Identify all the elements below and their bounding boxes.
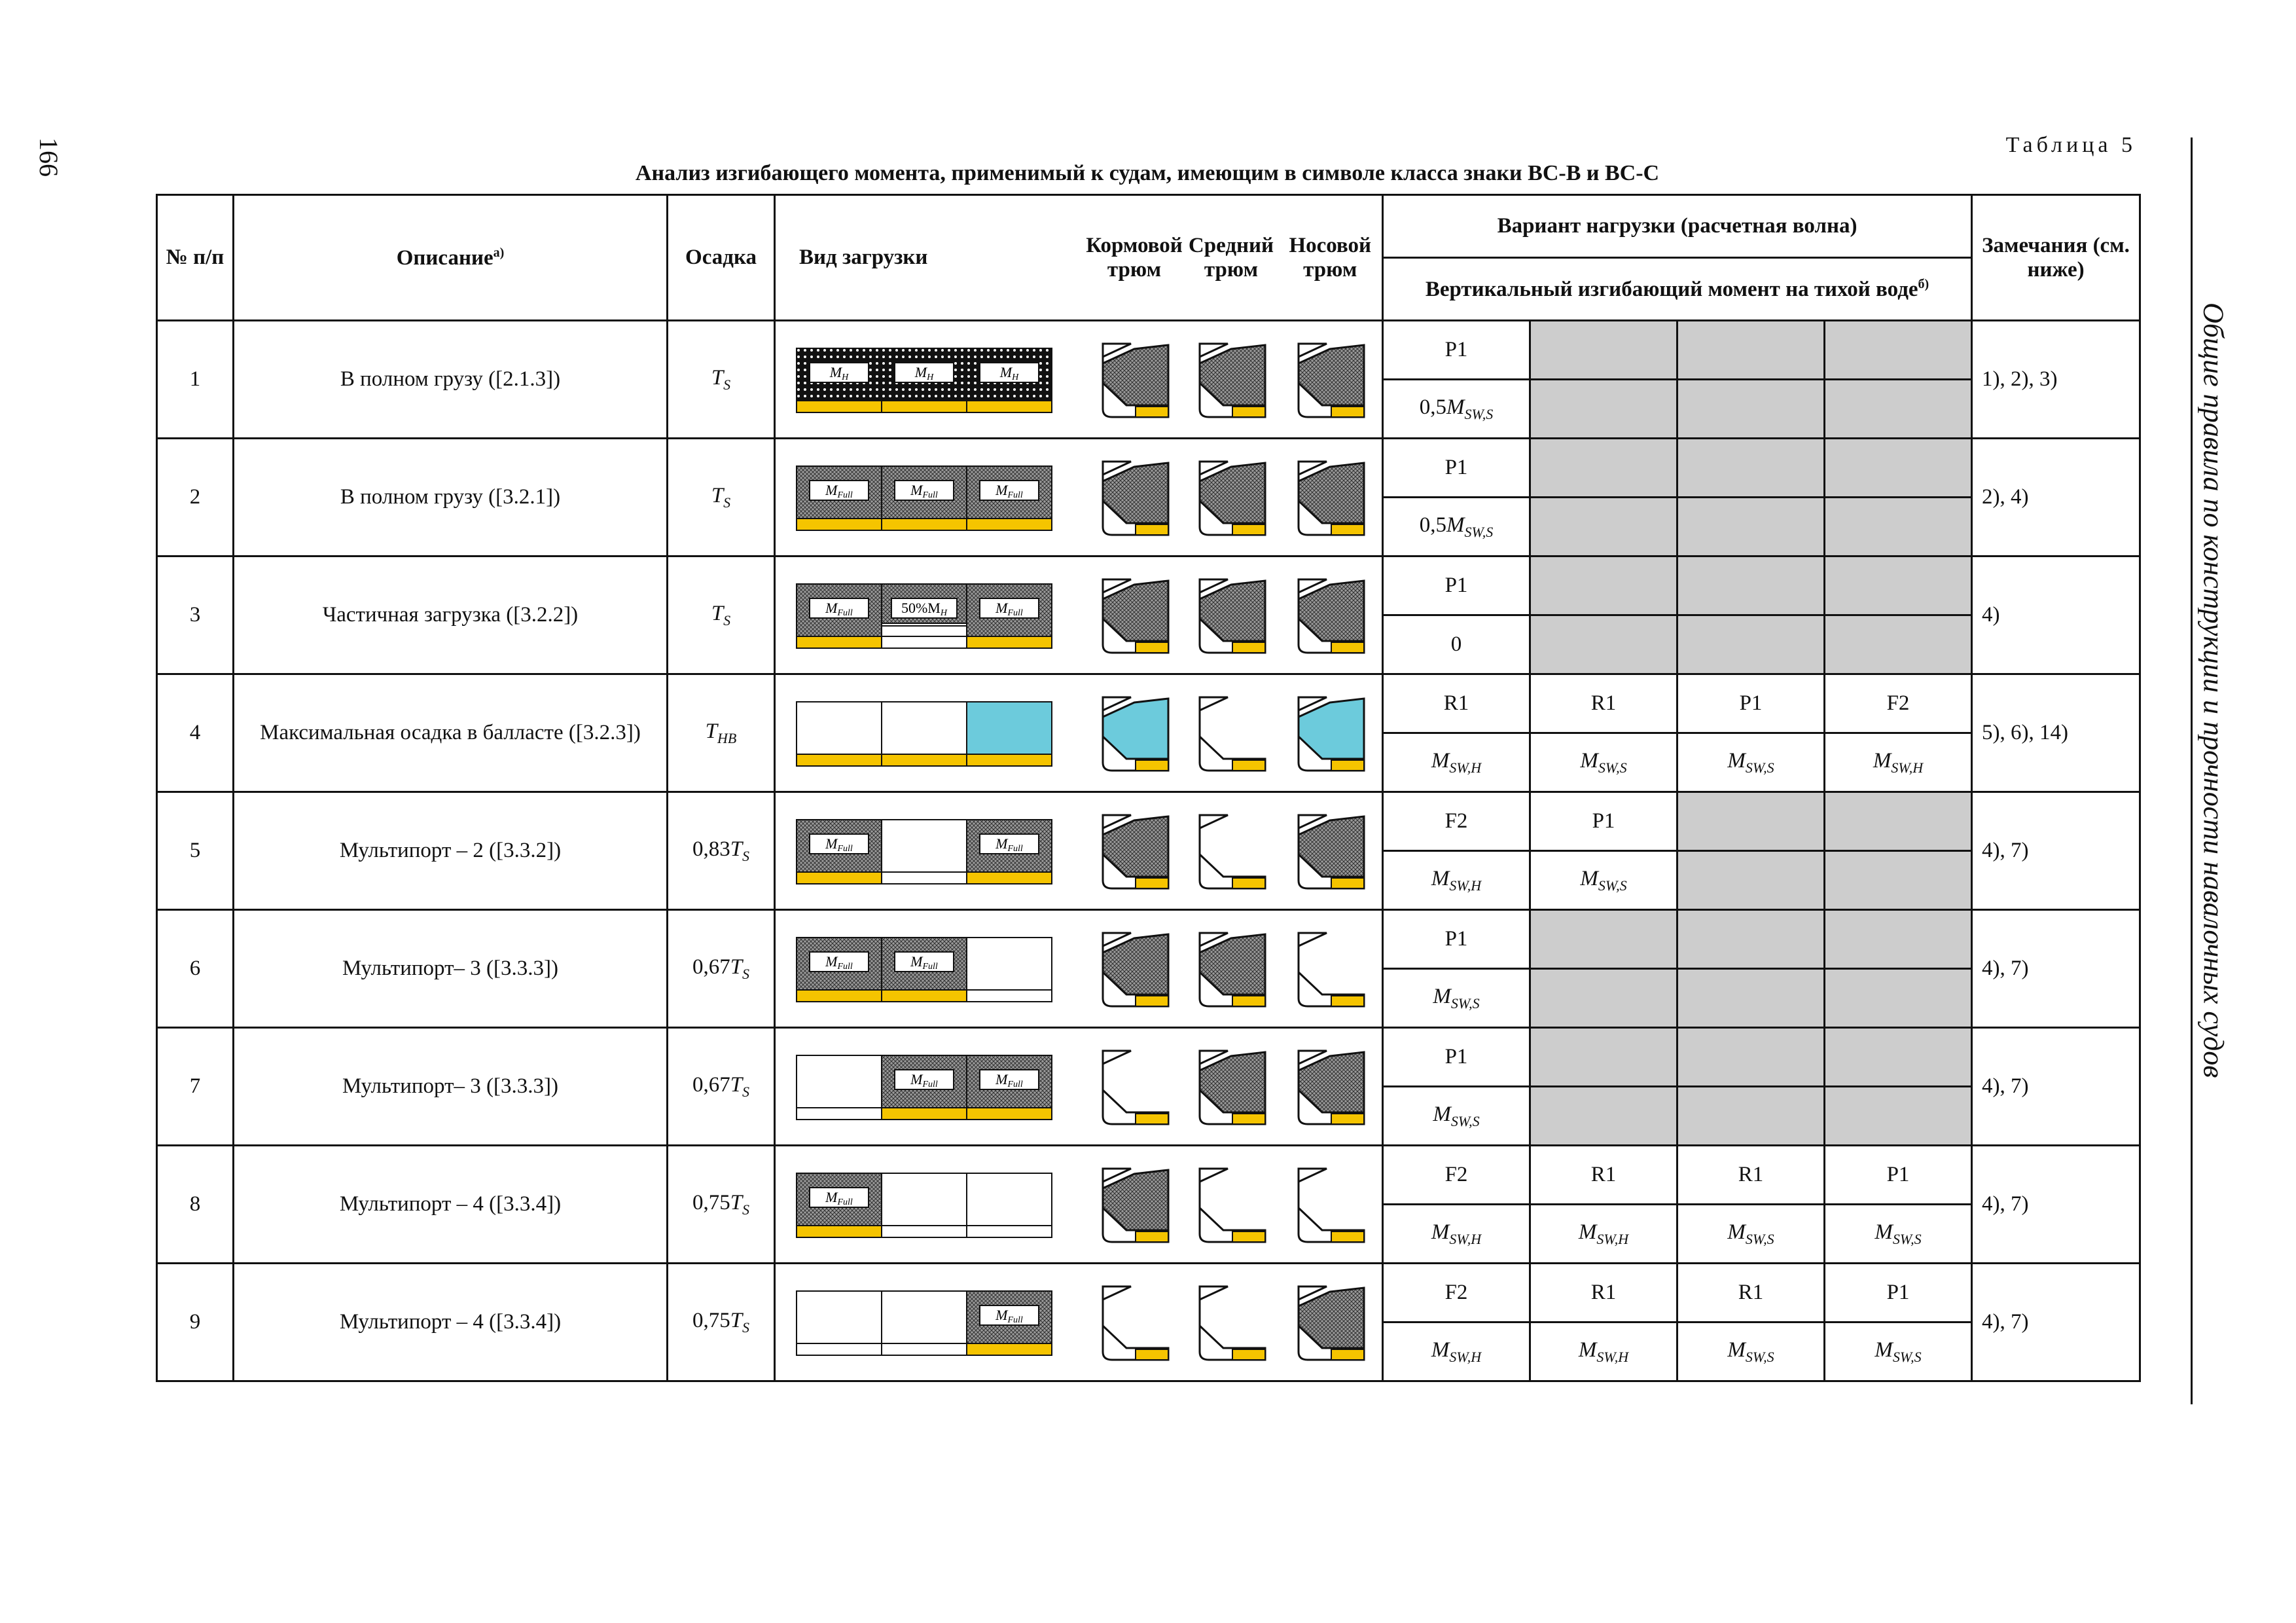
hold-section-diagram: [1291, 809, 1369, 894]
svg-text:MFull: MFull: [825, 481, 853, 500]
loading-view: [775, 439, 1085, 556]
row-description: Мультипорт – 2 ([3.3.2]): [234, 792, 668, 910]
moment-cell: $M_{SW,H}$: [1383, 1322, 1530, 1381]
mid-hold-view: [1184, 1264, 1279, 1381]
empty-variant-cell: [1530, 556, 1677, 615]
row-remarks: 5), 6), 14): [1972, 674, 2140, 792]
row-draft: $0,75T_S$: [668, 1264, 775, 1381]
empty-moment-cell: [1530, 380, 1677, 439]
hold-section-diagram: [1095, 926, 1174, 1012]
empty-variant-cell: [1677, 910, 1825, 969]
table-row: [157, 321, 2140, 380]
moment-cell: $0,5M_{SW,S}$: [1383, 498, 1530, 556]
aft-hold-view: [1085, 910, 1184, 1028]
hold-section-diagram: [1192, 809, 1270, 894]
row-number: 9: [157, 1264, 234, 1381]
svg-text:MFull: MFull: [825, 953, 853, 972]
row-number: 5: [157, 792, 234, 910]
variant-cell: P1: [1825, 1146, 1972, 1205]
side-rule: [2191, 137, 2193, 1404]
header-fwd-hold: Носовой трюм: [1279, 195, 1383, 321]
loading-view: [775, 1028, 1085, 1146]
mid-hold-view: [1184, 1146, 1279, 1264]
empty-variant-cell: [1825, 439, 1972, 498]
row-remarks: 4), 7): [1972, 910, 2140, 1028]
row-remarks: 4), 7): [1972, 1264, 2140, 1381]
header-variant: Вариант нагрузки (расчетная волна): [1383, 195, 1972, 258]
row-description: Частичная загрузка ([3.2.2]): [234, 556, 668, 674]
row-number: 6: [157, 910, 234, 1028]
svg-text:MFull: MFull: [996, 481, 1023, 500]
row-description: Мультипорт– 3 ([3.3.3]): [234, 910, 668, 1028]
svg-text:MFull: MFull: [996, 1306, 1023, 1325]
empty-variant-cell: [1530, 910, 1677, 969]
hold-section-diagram: [1192, 337, 1270, 422]
loading-view-diagram: [795, 458, 1057, 537]
side-title: Общие правила по конструкции и прочности навалочных судов: [2197, 302, 2230, 1078]
row-draft: $T_S$: [668, 321, 775, 439]
hold-section-diagram: [1192, 573, 1270, 658]
loading-view: [775, 556, 1085, 674]
hold-section-diagram: [1095, 1162, 1174, 1247]
empty-variant-cell: [1825, 1028, 1972, 1087]
loading-view: [775, 674, 1085, 792]
moment-cell: 0: [1383, 615, 1530, 674]
row-description: Мультипорт – 4 ([3.3.4]): [234, 1264, 668, 1381]
loading-view-diagram: [795, 1165, 1057, 1244]
variant-cell: R1: [1530, 674, 1677, 733]
svg-text:MFull: MFull: [825, 835, 853, 854]
empty-variant-cell: [1677, 439, 1825, 498]
loading-view-diagram: [795, 1283, 1057, 1362]
moment-cell: $0,5M_{SW,S}$: [1383, 380, 1530, 439]
hold-section-diagram: [1291, 926, 1369, 1012]
variant-cell: R1: [1677, 1146, 1825, 1205]
hold-section-diagram: [1095, 809, 1174, 894]
loading-view: [775, 910, 1085, 1028]
variant-cell: R1: [1677, 1264, 1825, 1322]
header-moment: Вертикальный изгибающий момент на тихой воде$^{б)}$: [1383, 258, 1972, 321]
empty-moment-cell: [1677, 498, 1825, 556]
empty-variant-cell: [1825, 910, 1972, 969]
moment-cell: $M_{SW,H}$: [1530, 1322, 1677, 1381]
mid-hold-view: [1184, 910, 1279, 1028]
row-draft: $0,67T_S$: [668, 1028, 775, 1146]
moment-cell: $M_{SW,S}$: [1677, 733, 1825, 792]
moment-cell: $M_{SW,S}$: [1825, 1205, 1972, 1264]
empty-moment-cell: [1677, 969, 1825, 1028]
table-caption: Анализ изгибающего момента, применимый к судам, имеющим в символе класса знаки BC-B и BC-C: [635, 161, 1660, 185]
hold-section-diagram: [1192, 1280, 1270, 1365]
empty-variant-cell: [1825, 321, 1972, 380]
row-remarks: 4), 7): [1972, 792, 2140, 910]
moment-cell: $M_{SW,H}$: [1383, 1205, 1530, 1264]
row-draft: $T_S$: [668, 439, 775, 556]
hold-section-diagram: [1095, 1044, 1174, 1129]
fwd-hold-view: [1279, 792, 1383, 910]
hold-section-diagram: [1291, 1162, 1369, 1247]
row-number: 3: [157, 556, 234, 674]
loading-view-diagram: [795, 694, 1057, 773]
moment-cell: $M_{SW,S}$: [1825, 1322, 1972, 1381]
hold-section-diagram: [1095, 1280, 1174, 1365]
fwd-hold-view: [1279, 439, 1383, 556]
header-mid-hold: Средний трюм: [1184, 195, 1279, 321]
fwd-hold-view: [1279, 1028, 1383, 1146]
table-row: [157, 439, 2140, 498]
variant-cell: R1: [1383, 674, 1530, 733]
empty-variant-cell: [1825, 792, 1972, 851]
empty-moment-cell: [1825, 851, 1972, 910]
aft-hold-view: [1085, 674, 1184, 792]
empty-moment-cell: [1530, 1087, 1677, 1146]
header-view: Вид загрузки: [775, 195, 1085, 321]
variant-cell: P1: [1383, 321, 1530, 380]
fwd-hold-view: [1279, 321, 1383, 439]
table-row: [157, 910, 2140, 969]
loading-view-diagram: [795, 340, 1057, 419]
fwd-hold-view: [1279, 556, 1383, 674]
fwd-hold-view: [1279, 910, 1383, 1028]
mid-hold-view: [1184, 439, 1279, 556]
mid-hold-view: [1184, 1028, 1279, 1146]
variant-cell: P1: [1825, 1264, 1972, 1322]
loading-view-diagram: [795, 812, 1057, 890]
hold-section-diagram: [1095, 691, 1174, 776]
row-number: 2: [157, 439, 234, 556]
row-draft: $0,75T_S$: [668, 1146, 775, 1264]
empty-moment-cell: [1825, 615, 1972, 674]
aft-hold-view: [1085, 556, 1184, 674]
mid-hold-view: [1184, 321, 1279, 439]
empty-moment-cell: [1530, 969, 1677, 1028]
variant-cell: F2: [1383, 1264, 1530, 1322]
svg-text:MFull: MFull: [996, 599, 1023, 618]
row-remarks: 4): [1972, 556, 2140, 674]
empty-moment-cell: [1677, 1087, 1825, 1146]
svg-text:MFull: MFull: [996, 1070, 1023, 1089]
page-number: 166: [34, 137, 63, 177]
hold-section-diagram: [1192, 455, 1270, 540]
header-aft-hold: Кормовой трюм: [1085, 195, 1184, 321]
empty-moment-cell: [1825, 498, 1972, 556]
moment-cell: $M_{SW,S}$: [1383, 969, 1530, 1028]
aft-hold-view: [1085, 321, 1184, 439]
variant-cell: P1: [1383, 1028, 1530, 1087]
moment-cell: $M_{SW,S}$: [1677, 1205, 1825, 1264]
table-row: [157, 674, 2140, 733]
hold-section-diagram: [1095, 455, 1174, 540]
mid-hold-view: [1184, 556, 1279, 674]
moment-cell: $M_{SW,H}$: [1383, 733, 1530, 792]
row-number: 4: [157, 674, 234, 792]
svg-text:50%MH: 50%MH: [901, 599, 948, 618]
row-number: 1: [157, 321, 234, 439]
variant-cell: R1: [1530, 1146, 1677, 1205]
hold-section-diagram: [1291, 1044, 1369, 1129]
svg-text:MH: MH: [829, 363, 849, 382]
row-description: В полном грузу ([3.2.1]): [234, 439, 668, 556]
table-row: [157, 556, 2140, 615]
empty-variant-cell: [1530, 321, 1677, 380]
empty-moment-cell: [1530, 615, 1677, 674]
row-description: Мультипорт – 4 ([3.3.4]): [234, 1146, 668, 1264]
table-row: [157, 1146, 2140, 1205]
svg-text:MFull: MFull: [910, 481, 938, 500]
row-draft: $T_{HB}$: [668, 674, 775, 792]
empty-variant-cell: [1677, 792, 1825, 851]
row-number: 7: [157, 1028, 234, 1146]
variant-cell: P1: [1677, 674, 1825, 733]
empty-moment-cell: [1677, 615, 1825, 674]
bending-moment-table: [156, 194, 2141, 1382]
mid-hold-view: [1184, 674, 1279, 792]
fwd-hold-view: [1279, 1264, 1383, 1381]
moment-cell: $M_{SW,H}$: [1530, 1205, 1677, 1264]
fwd-hold-view: [1279, 674, 1383, 792]
loading-view-diagram: [795, 576, 1057, 655]
variant-cell: R1: [1530, 1264, 1677, 1322]
svg-text:MH: MH: [914, 363, 934, 382]
moment-cell: $M_{SW,H}$: [1383, 851, 1530, 910]
hold-section-diagram: [1192, 926, 1270, 1012]
svg-text:MFull: MFull: [996, 835, 1023, 854]
hold-section-diagram: [1192, 1044, 1270, 1129]
variant-cell: P1: [1383, 556, 1530, 615]
header-num: № п/п: [157, 195, 234, 321]
moment-cell: $M_{SW,S}$: [1530, 733, 1677, 792]
moment-cell: $M_{SW,S}$: [1383, 1087, 1530, 1146]
empty-variant-cell: [1677, 1028, 1825, 1087]
loading-view: [775, 321, 1085, 439]
row-remarks: 4), 7): [1972, 1146, 2140, 1264]
variant-cell: F2: [1383, 1146, 1530, 1205]
table-row: [157, 1264, 2140, 1322]
hold-section-diagram: [1291, 337, 1369, 422]
hold-section-diagram: [1291, 573, 1369, 658]
svg-text:MFull: MFull: [825, 1188, 853, 1207]
row-remarks: 2), 4): [1972, 439, 2140, 556]
empty-variant-cell: [1530, 1028, 1677, 1087]
fwd-hold-view: [1279, 1146, 1383, 1264]
empty-moment-cell: [1677, 380, 1825, 439]
variant-cell: P1: [1383, 910, 1530, 969]
hold-section-diagram: [1095, 573, 1174, 658]
svg-text:MFull: MFull: [910, 1070, 938, 1089]
moment-cell: $M_{SW,H}$: [1825, 733, 1972, 792]
row-description: Мультипорт– 3 ([3.3.3]): [234, 1028, 668, 1146]
empty-moment-cell: [1825, 380, 1972, 439]
svg-text:MH: MH: [999, 363, 1019, 382]
row-number: 8: [157, 1146, 234, 1264]
aft-hold-view: [1085, 1264, 1184, 1381]
table-row: [157, 792, 2140, 851]
aft-hold-view: [1085, 792, 1184, 910]
variant-cell: P1: [1530, 792, 1677, 851]
row-remarks: 1), 2), 3): [1972, 321, 2140, 439]
hold-section-diagram: [1095, 337, 1174, 422]
row-description: Максимальная осадка в балласте ([3.2.3]): [234, 674, 668, 792]
empty-moment-cell: [1825, 969, 1972, 1028]
aft-hold-view: [1085, 439, 1184, 556]
empty-variant-cell: [1825, 556, 1972, 615]
loading-view: [775, 792, 1085, 910]
row-draft: $0,83T_S$: [668, 792, 775, 910]
variant-cell: F2: [1825, 674, 1972, 733]
empty-variant-cell: [1677, 556, 1825, 615]
hold-section-diagram: [1291, 1280, 1369, 1365]
row-draft: $T_S$: [668, 556, 775, 674]
empty-moment-cell: [1530, 498, 1677, 556]
variant-cell: F2: [1383, 792, 1530, 851]
loading-view-diagram: [795, 1048, 1057, 1126]
row-draft: $0,67T_S$: [668, 910, 775, 1028]
svg-text:MFull: MFull: [910, 953, 938, 972]
header-draft: Осадка: [668, 195, 775, 321]
header-remarks: Замечания (см. ниже): [1972, 195, 2140, 321]
moment-cell: $M_{SW,S}$: [1677, 1322, 1825, 1381]
loading-view-diagram: [795, 930, 1057, 1008]
aft-hold-view: [1085, 1028, 1184, 1146]
svg-text:MFull: MFull: [825, 599, 853, 618]
hold-section-diagram: [1192, 1162, 1270, 1247]
empty-variant-cell: [1530, 439, 1677, 498]
variant-cell: P1: [1383, 439, 1530, 498]
aft-hold-view: [1085, 1146, 1184, 1264]
mid-hold-view: [1184, 792, 1279, 910]
loading-view: [775, 1264, 1085, 1381]
empty-moment-cell: [1825, 1087, 1972, 1146]
empty-moment-cell: [1677, 851, 1825, 910]
empty-variant-cell: [1677, 321, 1825, 380]
hold-section-diagram: [1291, 455, 1369, 540]
hold-section-diagram: [1192, 691, 1270, 776]
header-desc: Описание$^{а)}$: [234, 195, 668, 321]
row-description: В полном грузу ([2.1.3]): [234, 321, 668, 439]
moment-cell: $M_{SW,S}$: [1530, 851, 1677, 910]
loading-view: [775, 1146, 1085, 1264]
hold-section-diagram: [1291, 691, 1369, 776]
table-row: [157, 1028, 2140, 1087]
row-remarks: 4), 7): [1972, 1028, 2140, 1146]
table-number: Таблица 5: [2005, 133, 2136, 157]
